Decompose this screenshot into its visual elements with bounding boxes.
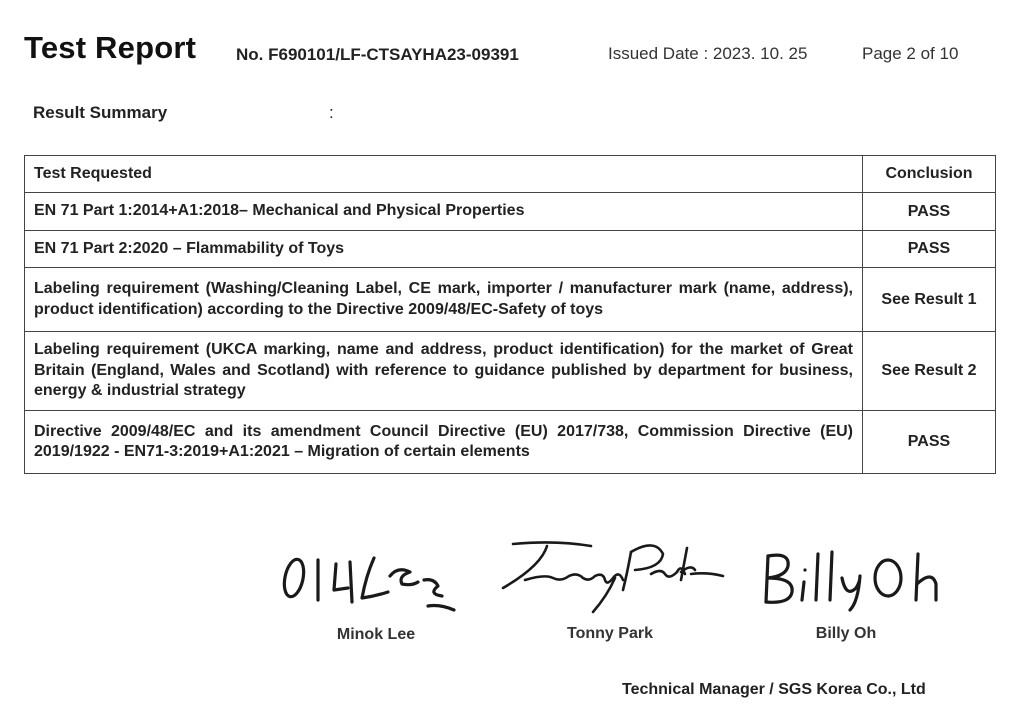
signatory-name: Minok Lee bbox=[336, 626, 416, 643]
conclusion-cell: See Result 1 bbox=[863, 268, 996, 332]
table-row bbox=[25, 231, 996, 268]
report-header bbox=[0, 0, 1024, 90]
table-row bbox=[25, 332, 996, 411]
result-summary-colon: : bbox=[329, 103, 334, 122]
page-number: Page 2 of 10 bbox=[862, 44, 959, 63]
test-requested-cell: EN 71 Part 2:2020 – Flammability of Toys bbox=[25, 231, 863, 268]
test-requested-cell: EN 71 Part 1:2014+A1:2018– Mechanical and Physical Properties bbox=[25, 193, 863, 231]
signature-minok-lee bbox=[278, 546, 463, 618]
table-row bbox=[25, 268, 996, 332]
signature-tonny-park bbox=[495, 534, 730, 618]
signatory-name: Tonny Park bbox=[567, 625, 653, 642]
signatory-name: Billy Oh bbox=[815, 625, 877, 642]
signature-billy-oh bbox=[760, 548, 946, 614]
conclusion-cell: PASS bbox=[863, 231, 996, 268]
page-title: Test Report bbox=[24, 30, 197, 65]
conclusion-cell: See Result 2 bbox=[863, 332, 996, 411]
report-number: No. F690101/LF-CTSAYHA23-09391 bbox=[236, 45, 519, 64]
issued-date: Issued Date : 2023. 10. 25 bbox=[608, 44, 808, 63]
column-header-test-requested: Test Requested bbox=[25, 156, 863, 193]
result-summary-label: Result Summary bbox=[33, 103, 168, 122]
table-row bbox=[25, 411, 996, 474]
table-header-row bbox=[25, 156, 996, 193]
footer-company: Technical Manager / SGS Korea Co., Ltd bbox=[622, 681, 926, 698]
conclusion-cell: PASS bbox=[863, 411, 996, 474]
test-requested-cell: Labeling requirement (Washing/Cleaning Label, CE mark, importer / manufacturer mark (name, address), product identification) according to the Directive 2009/48/EC-Safety of toys bbox=[25, 268, 863, 332]
result-summary-table bbox=[24, 155, 996, 474]
test-requested-cell: Directive 2009/48/EC and its amendment Council Directive (EU) 2017/738, Commission Directive (EU) 2019/1922 - EN71-3:2019+A1:2021 – Migration of certain elements bbox=[25, 411, 863, 474]
table-row bbox=[25, 193, 996, 231]
test-requested-cell: Labeling requirement (UKCA marking, name and address, product identification) for the market of Great Britain (England, Wales and Scotland) with reference to guidance published by department for business, energy & industrial strategy bbox=[25, 332, 863, 411]
conclusion-cell: PASS bbox=[863, 193, 996, 231]
column-header-conclusion: Conclusion bbox=[863, 156, 996, 193]
